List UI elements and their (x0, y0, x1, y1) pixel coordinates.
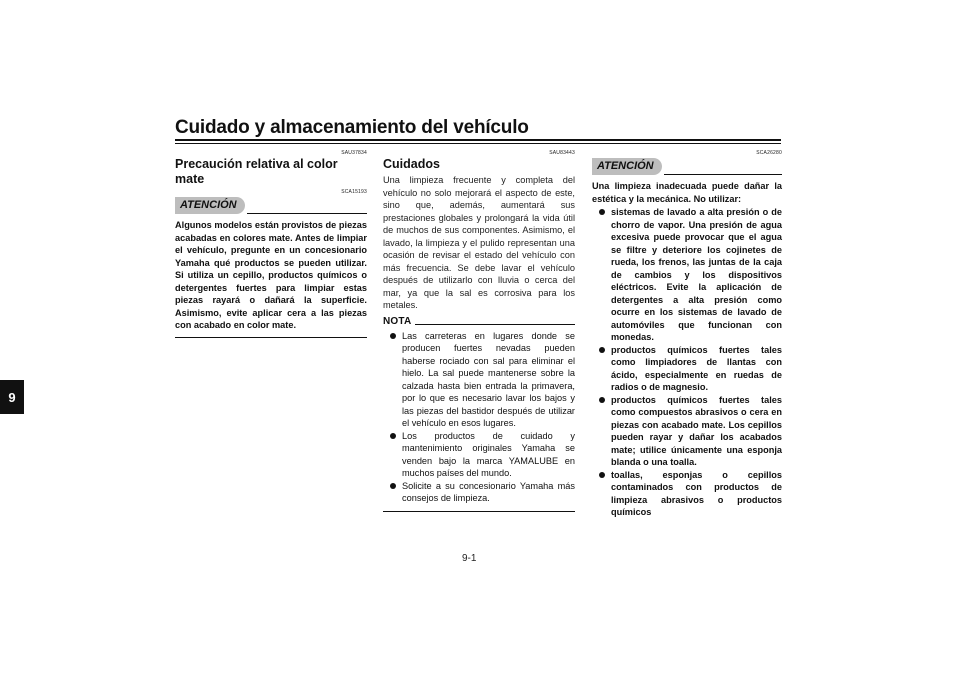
caution-header (592, 158, 782, 176)
right-column (592, 150, 782, 519)
caution-label: ATENCIÓN (592, 158, 662, 175)
note-header (383, 315, 575, 329)
note-end-rule (383, 511, 575, 512)
section-heading: Cuidados (383, 157, 440, 171)
section-heading: Precaución relativa al color mate (175, 157, 338, 186)
list-item: productos químicos fuertes tales como compuestos abrasivos o cera en piezas con acabado mate. Los cepillos pueden rayar y dañar los acabados mate; utilice únicamente una esponja blanda o una toalla. (592, 394, 782, 469)
bullet-icon (390, 433, 396, 439)
title-rule (175, 139, 781, 141)
notice-code: SCA15193 (341, 189, 367, 195)
bullet-icon (599, 397, 605, 403)
caution-rule (247, 213, 367, 214)
list-item: Solicite a su concesionario Yamaha más consejos de limpieza. (383, 480, 575, 505)
page-number: 9-1 (462, 553, 477, 564)
list-item: sistemas de lavado a alta presión o de chorro de vapor. Una presión de agua excesiva puede provocar que el agua se filtre y deteriore los cojinetes de rueda, los frenos, las juntas de la caja de cambios y los dispositivos eléctricos. Evite la aplicación de detergentes a alta presión como ocurre en los sistemas de lavado de automóviles que funcionan con monedas. (592, 206, 782, 344)
caution-text: Algunos modelos están provistos de piezas acabadas en colores mate. Antes de limpiar el vehículo, pregunte en un concesionario Yamaha qué productos se pueden utilizar. Si utiliza un cepillo, productos químicos o detergentes fuertes para limpiar estas piezas rayará o dañará la superficie. Asimismo, evite aplicar cera a las piezas con acabado en color mate. (175, 220, 367, 330)
list-item: Las carreteras en lugares donde se producen fuertes nevadas pueden haberse rociado con sal para eliminar el hielo. La sal puede mantenerse sobre la calzada hasta bien entrada la primavera, por lo que es necesario lavar los bajos y las piezas del bastidor después de utilizar el vehículo en esos lugares. (383, 330, 575, 430)
list-item: toallas, esponjas o cepillos contaminados con productos de limpieza abrasivos o productos químicos (592, 469, 782, 519)
bullet-icon (390, 333, 396, 339)
left-column (175, 150, 367, 338)
body-paragraph: Una limpieza frecuente y completa del vehículo no solo mejorará el aspecto de este, sino que, además, aumentará sus prestaciones globales y prolongará la vida útil de muchos de sus componentes. Asimismo, el lavado, la limpieza y el pulido representan una ocasión de revisar el estado del vehículo con más frecuencia. Se debe lavar el vehículo después de utilizarlo con lluvia o cerca del mar, ya que la sal es corrosiva para los metales. (383, 175, 575, 310)
bullet-icon (390, 483, 396, 489)
note-rule (415, 324, 575, 325)
chapter-tab: 9 (0, 380, 24, 414)
list-item: productos químicos fuertes tales como limpiadores de llantas con ácido, especialmente en ruedas de radios o de magnesio. (592, 344, 782, 394)
caution-intro: Una limpieza inadecuada puede dañar la estética y la mecánica. No utilizar: (592, 181, 782, 204)
caution-end-rule (175, 337, 367, 338)
caution-list (592, 206, 782, 519)
caution-label: ATENCIÓN (175, 197, 245, 214)
bullet-icon (599, 347, 605, 353)
middle-column (383, 150, 575, 512)
list-item: Los productos de cuidado y mantenimiento originales Yamaha se venden bajo la marca YAMALUBE en muchos países del mundo. (383, 430, 575, 480)
caution-rule (664, 174, 782, 175)
section-code: SAU83443 (549, 150, 575, 156)
note-label: NOTA (383, 315, 412, 327)
section-code: SAU37834 (341, 150, 367, 156)
bullet-icon (599, 472, 605, 478)
page-title: Cuidado y almacenamiento del vehículo (175, 117, 529, 138)
caution-header (175, 197, 367, 215)
bullet-icon (599, 209, 605, 215)
notice-code: SCA26280 (756, 150, 782, 156)
title-rule-thin (175, 143, 781, 144)
note-list (383, 330, 575, 505)
